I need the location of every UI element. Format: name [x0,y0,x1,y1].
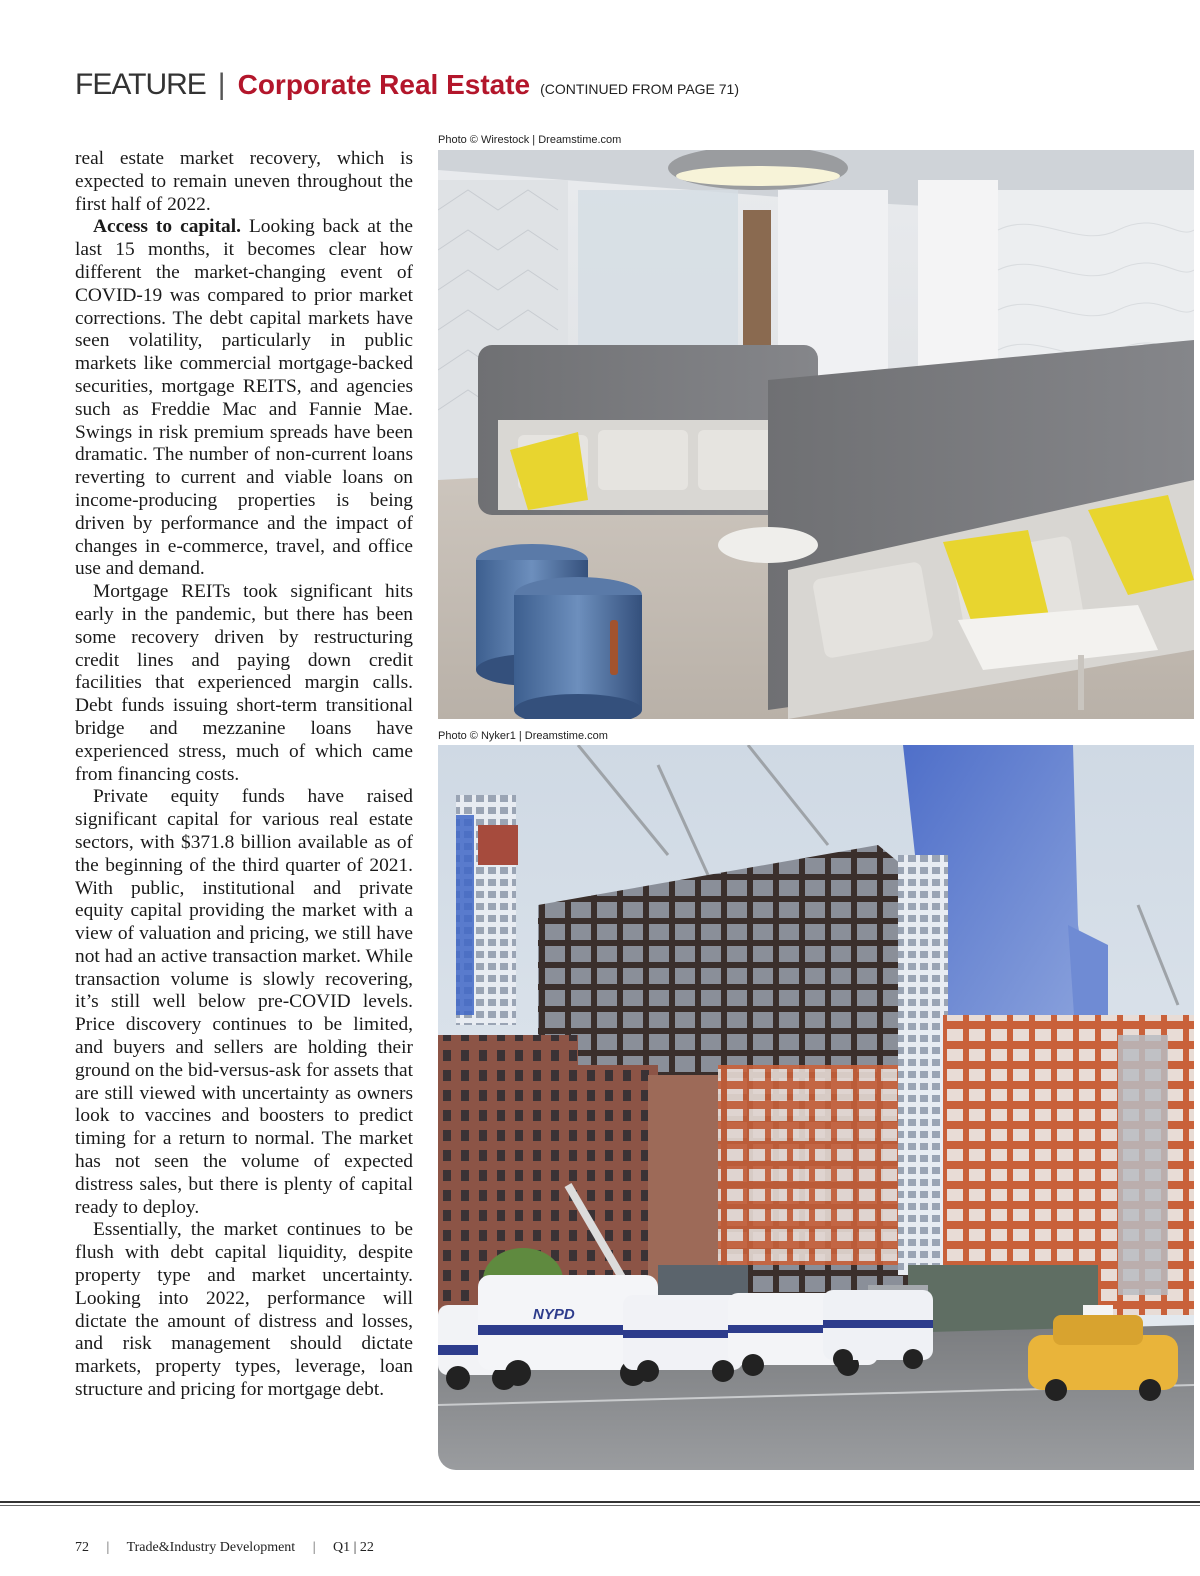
photo-credit-2: Photo © Nyker1 | Dreamstime.com [438,730,608,742]
construction-site-photo [438,745,1194,1470]
page-number: 72 [75,1540,89,1555]
paragraph-2 [75,216,413,581]
office-lounge-photo [438,150,1194,719]
paragraph-1: real estate market recovery, which is expected to remain uneven throughout the first half of 2022. [75,148,413,215]
footer-rule-bottom [0,1505,1200,1506]
paragraph-2-text: Looking back at the last 15 months, it becomes clear how different the market-changing event of COVID-19 was compared to prior market corrections. The debt capital markets have seen volatility, particularly in public markets like commercial mortgage-backed securities, mortgage REITS, and agencies such as Freddie Mac and Fannie Mae. Swings in risk premium spreads have been dramatic. The number of non-current loans reverting to current and viable loans on income-producing properties is being driven by performance and the impact of changes in e-commerce, travel, and office use and demand. [75,216,413,580]
photo-credit-1: Photo © Wirestock | Dreamstime.com [438,134,622,146]
footer-separator-1: | [106,1540,110,1555]
header-separator: | [217,68,226,101]
office-lounge-illustration [438,150,1194,719]
page-header [75,68,739,108]
construction-site-illustration [438,745,1194,1470]
nypd-van-label: NYPD [533,1306,575,1323]
footer-rule-top [0,1501,1200,1503]
issue-label: Q1 | 22 [333,1540,374,1555]
publication-name: Trade&Industry Development [126,1540,296,1555]
subhead-access-to-capital: Access to capital. [93,216,241,238]
paragraph-4: Private equity funds have raised significant capital for various real estate sectors, with $371.8 billion available as of the beginning of the third quarter of 2021. With public, institutional and private equity capital providing the market with a view of valuation and pricing, we still have not had an active transaction market. While transaction volume is slowly recovering, it’s still well below pre-COVID levels. Price discovery continues to be limited, and buyers and sellers are holding their ground on the bid-versus-ask for assets that are still viewed with uncertainty as owners look to vaccines and boosters to predict timing for a return to normal. The market has not seen the volume of expected distress sales, but there is plenty of capital ready to deploy. [75,786,413,1218]
paragraph-3: Mortgage REITs took significant hits early in the pandemic, but there has been some recovery driven by restructuring credit lines and paying down credit facilities that experienced margin calls. Debt funds issuing short-term transitional bridge and mezzanine loans have experienced stress, much of which came from financing costs. [75,581,413,785]
continued-note: (CONTINUED FROM PAGE 71) [540,81,740,97]
page-footer [75,1540,374,1556]
article-title: Corporate Real Estate [237,69,531,100]
paragraph-5: Essentially, the market continues to be flush with debt capital liquidity, despite property type and market uncertainty. Looking into 2022, performance will dictate the amount of distress and losses, and risk management should dictate markets, property types, leverage, loan structure and pricing for mortgage debt. [75,1219,413,1401]
section-label: FEATURE [75,68,206,101]
article-body [75,148,413,1402]
footer-separator-2: | [312,1540,316,1555]
